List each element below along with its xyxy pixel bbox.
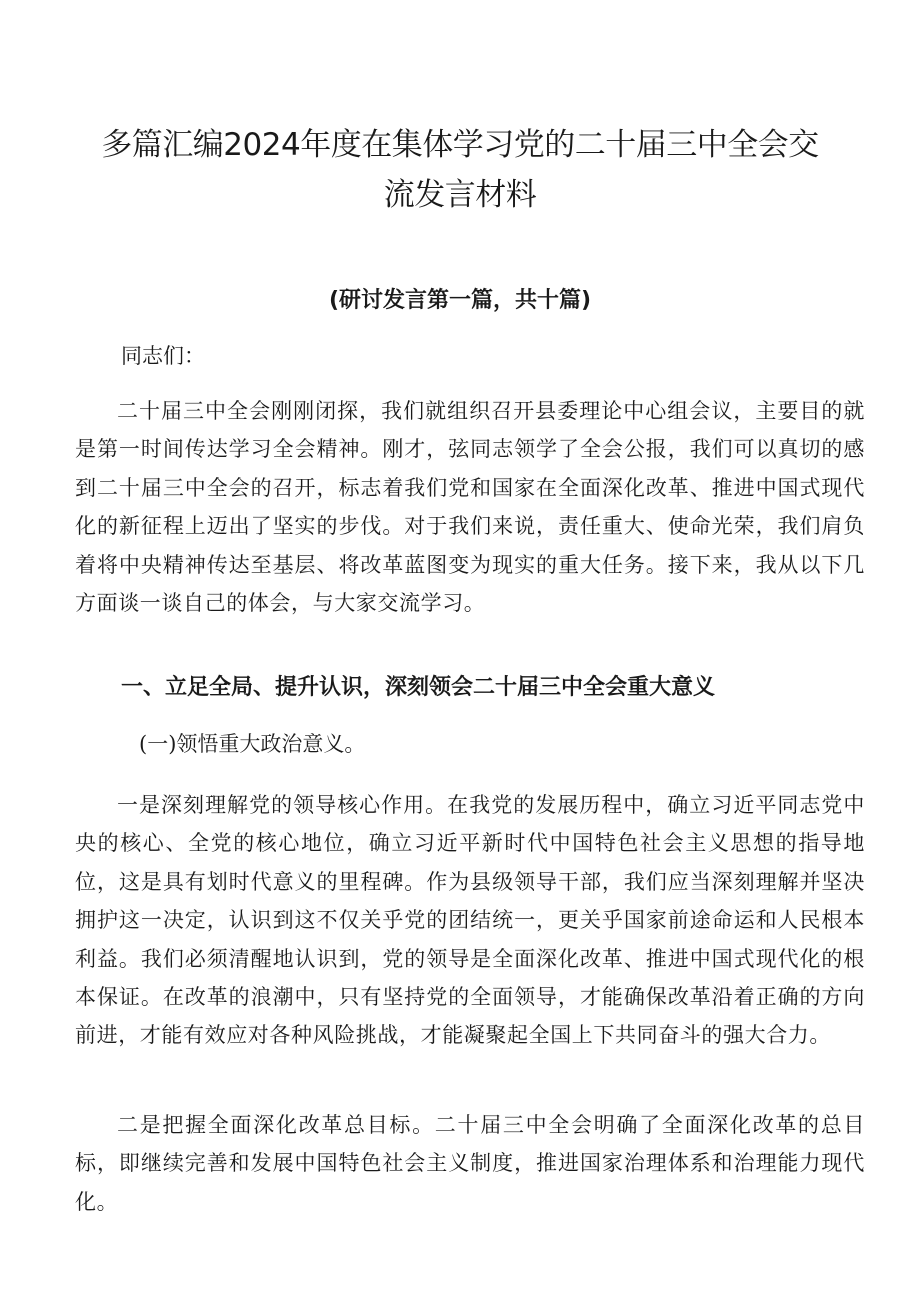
- paragraph-point-2: 二是把握全面深化改革总目标。二十届三中全会明确了全面深化改革的总目标，即继续完善和发展中国特色社会主义制度，推进国家治理体系和治理能力现代化。: [75, 1113, 865, 1214]
- sub-heading-1: (一)领悟重大政治意义。: [139, 732, 366, 756]
- paragraph-point-1: 一是深刻理解党的领导核心作用。在我党的发展历程中，确立习近平同志党中央的核心、全党的核心地位，确立习近平新时代中国特色社会主义思想的指导地位，这是具有划时代意义的里程碑。作为县级领导干部，我们应当深刻理解并坚决拥护这一决定，认识到这不仅关乎党的团结统一，更关乎国家前途命运和人民根本利益。我们必须清醒地认识到，党的领导是全面深化改革、推进中国式现代化的根本保证。在改革的浪潮中，只有坚持党的全面领导，才能确保改革沿着正确的方向前进，才能有效应对各种风险挑战，才能凝聚起全国上下共同奋斗的强大合力。: [75, 793, 865, 1048]
- section-heading-1: 一、立足全局、提升认识，深刻领会二十届三中全会重大意义: [121, 675, 716, 700]
- document-subtitle: (研讨发言第一篇，共十篇): [328, 288, 592, 313]
- document-title: 多篇汇编2024年度在集体学习党的二十届三中全会交流发言材料: [101, 127, 819, 213]
- salutation: 同志们：: [121, 344, 205, 368]
- paragraph-intro: 二十届三中全会刚刚闭探，我们就组织召开县委理论中心组会议，主要目的就是第一时间传达学习全会精神。刚才，弦同志领学了全会公报，我们可以真切的感到二十届三中全会的召开，标志着我们党和国家在全面深化改革、推进中国式现代化的新征程上迈出了坚实的步伐。对于我们来说，责任重大、使命光荣，我们肩负着将中央精神传达至基层、将改革蓝图变为现实的重大任务。接下来，我从以下几方面谈一谈自己的体会，与大家交流学习。: [75, 399, 865, 616]
